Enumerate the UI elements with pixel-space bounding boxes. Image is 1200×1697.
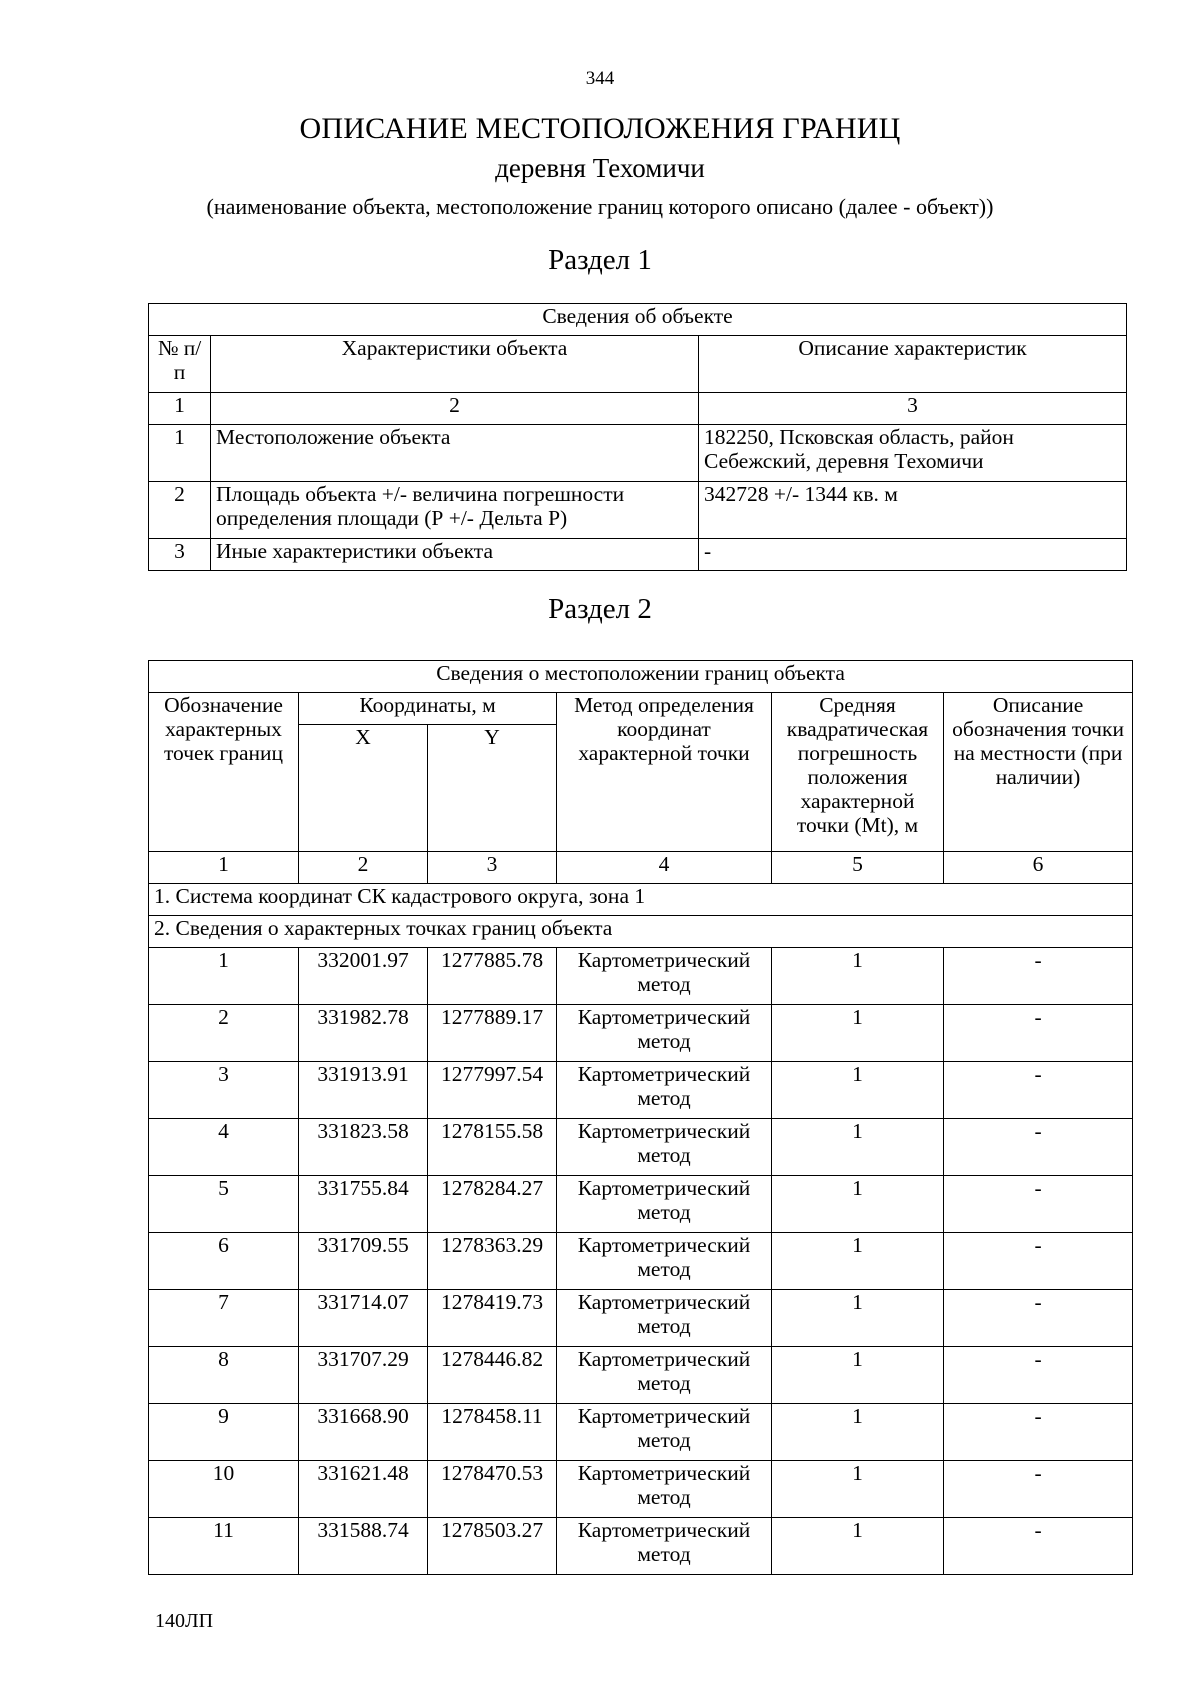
table-row — [149, 539, 1127, 571]
point-y: 1277997.54 — [428, 1062, 557, 1119]
point-number: 10 — [149, 1461, 299, 1518]
point-method: Картометрический метод — [557, 1461, 772, 1518]
point-method: Картометрический метод — [557, 1347, 772, 1404]
header-number: № п/п — [149, 336, 211, 393]
header-x: X — [299, 725, 428, 852]
column-number: 3 — [699, 393, 1127, 425]
section-2-title: Раздел 2 — [548, 593, 652, 625]
point-number: 7 — [149, 1290, 299, 1347]
point-x: 332001.97 — [299, 948, 428, 1005]
point-x: 331982.78 — [299, 1005, 428, 1062]
point-y: 1278419.73 — [428, 1290, 557, 1347]
header-method: Метод определения координат характерной точки — [557, 693, 772, 852]
point-method: Картометрический метод — [557, 1290, 772, 1347]
point-accuracy: 1 — [772, 1062, 944, 1119]
point-y: 1277885.78 — [428, 948, 557, 1005]
table-row — [149, 1062, 1133, 1119]
point-method: Картометрический метод — [557, 948, 772, 1005]
point-method: Картометрический метод — [557, 1005, 772, 1062]
table-row — [149, 1461, 1133, 1518]
characteristic-name: Иные характеристики объекта — [211, 539, 699, 571]
point-method: Картометрический метод — [557, 1062, 772, 1119]
characteristic-name: Местоположение объекта — [211, 425, 699, 482]
points-section-row: 2. Сведения о характерных точках границ объекта — [149, 916, 1133, 948]
point-accuracy: 1 — [772, 1233, 944, 1290]
boundary-table-title: Сведения о местоположении границ объекта — [149, 661, 1133, 693]
row-number: 2 — [149, 482, 211, 539]
column-number: 1 — [149, 852, 299, 884]
point-description: - — [944, 1119, 1133, 1176]
point-accuracy: 1 — [772, 1461, 944, 1518]
point-x: 331707.29 — [299, 1347, 428, 1404]
table-row — [149, 1404, 1133, 1461]
object-name: деревня Техомичи — [495, 153, 705, 183]
point-description: - — [944, 1290, 1133, 1347]
header-accuracy: Средняя квадратическая погрешность положения характерной точки (Mt), м — [772, 693, 944, 852]
point-number: 5 — [149, 1176, 299, 1233]
table-row — [149, 948, 1133, 1005]
point-y: 1278458.11 — [428, 1404, 557, 1461]
point-number: 11 — [149, 1518, 299, 1575]
point-x: 331823.58 — [299, 1119, 428, 1176]
point-accuracy: 1 — [772, 1290, 944, 1347]
column-number: 1 — [149, 393, 211, 425]
coordinate-system-row: 1. Система координат СК кадастрового округа, зона 1 — [149, 884, 1133, 916]
header-point-description: Описание обозначения точки на местности (при наличии) — [944, 693, 1133, 852]
point-number: 3 — [149, 1062, 299, 1119]
point-description: - — [944, 1461, 1133, 1518]
point-number: 8 — [149, 1347, 299, 1404]
point-x: 331668.90 — [299, 1404, 428, 1461]
point-description: - — [944, 1062, 1133, 1119]
point-x: 331709.55 — [299, 1233, 428, 1290]
point-accuracy: 1 — [772, 1119, 944, 1176]
document-title: ОПИСАНИЕ МЕСТОПОЛОЖЕНИЯ ГРАНИЦ — [299, 112, 901, 145]
point-y: 1277889.17 — [428, 1005, 557, 1062]
point-y: 1278155.58 — [428, 1119, 557, 1176]
column-number: 2 — [211, 393, 699, 425]
point-accuracy: 1 — [772, 948, 944, 1005]
point-number: 6 — [149, 1233, 299, 1290]
row-number: 3 — [149, 539, 211, 571]
point-description: - — [944, 1404, 1133, 1461]
object-caption: (наименование объекта, местоположение границ которого описано (далее - объект)) — [206, 194, 994, 219]
characteristic-value: 342728 +/- 1344 кв. м — [699, 482, 1127, 539]
section-1-title: Раздел 1 — [548, 244, 652, 276]
column-number: 6 — [944, 852, 1133, 884]
point-y: 1278284.27 — [428, 1176, 557, 1233]
point-number: 9 — [149, 1404, 299, 1461]
point-accuracy: 1 — [772, 1176, 944, 1233]
table-row — [149, 1176, 1133, 1233]
object-info-table — [148, 303, 1127, 571]
point-number: 1 — [149, 948, 299, 1005]
header-characteristics: Характеристики объекта — [211, 336, 699, 393]
point-method: Картометрический метод — [557, 1176, 772, 1233]
point-x: 331913.91 — [299, 1062, 428, 1119]
point-method: Картометрический метод — [557, 1119, 772, 1176]
point-x: 331621.48 — [299, 1461, 428, 1518]
point-accuracy: 1 — [772, 1005, 944, 1062]
header-description: Описание характеристик — [699, 336, 1127, 393]
point-method: Картометрический метод — [557, 1404, 772, 1461]
object-info-table-title: Сведения об объекте — [149, 304, 1127, 336]
point-x: 331755.84 — [299, 1176, 428, 1233]
header-coordinates: Координаты, м — [299, 693, 557, 725]
page-number: 344 — [585, 68, 615, 89]
point-description: - — [944, 1347, 1133, 1404]
column-number: 4 — [557, 852, 772, 884]
point-description: - — [944, 948, 1133, 1005]
characteristic-value: - — [699, 539, 1127, 571]
point-description: - — [944, 1005, 1133, 1062]
point-number: 2 — [149, 1005, 299, 1062]
point-number: 4 — [149, 1119, 299, 1176]
boundary-points-table — [148, 660, 1133, 1575]
characteristic-value: 182250, Псковская область, район Себежский, деревня Техомичи — [699, 425, 1127, 482]
column-number: 2 — [299, 852, 428, 884]
point-accuracy: 1 — [772, 1347, 944, 1404]
table-row — [149, 1119, 1133, 1176]
point-x: 331588.74 — [299, 1518, 428, 1575]
table-row — [149, 1290, 1133, 1347]
column-number: 3 — [428, 852, 557, 884]
point-accuracy: 1 — [772, 1518, 944, 1575]
point-y: 1278470.53 — [428, 1461, 557, 1518]
point-x: 331714.07 — [299, 1290, 428, 1347]
table-row — [149, 1005, 1133, 1062]
footer-code: 140ЛП — [155, 1610, 214, 1632]
header-y: Y — [428, 725, 557, 852]
table-row — [149, 482, 1127, 539]
point-y: 1278503.27 — [428, 1518, 557, 1575]
characteristic-name: Площадь объекта +/- величина погрешности определения площади (Р +/- Дельта Р) — [211, 482, 699, 539]
table-row — [149, 1347, 1133, 1404]
table-row — [149, 1233, 1133, 1290]
point-description: - — [944, 1233, 1133, 1290]
table-row — [149, 1518, 1133, 1575]
point-y: 1278446.82 — [428, 1347, 557, 1404]
point-accuracy: 1 — [772, 1404, 944, 1461]
point-y: 1278363.29 — [428, 1233, 557, 1290]
row-number: 1 — [149, 425, 211, 482]
point-description: - — [944, 1518, 1133, 1575]
table-row — [149, 425, 1127, 482]
header-point: Обозначение характерных точек границ — [149, 693, 299, 852]
point-description: - — [944, 1176, 1133, 1233]
point-method: Картометрический метод — [557, 1233, 772, 1290]
column-number: 5 — [772, 852, 944, 884]
point-method: Картометрический метод — [557, 1518, 772, 1575]
